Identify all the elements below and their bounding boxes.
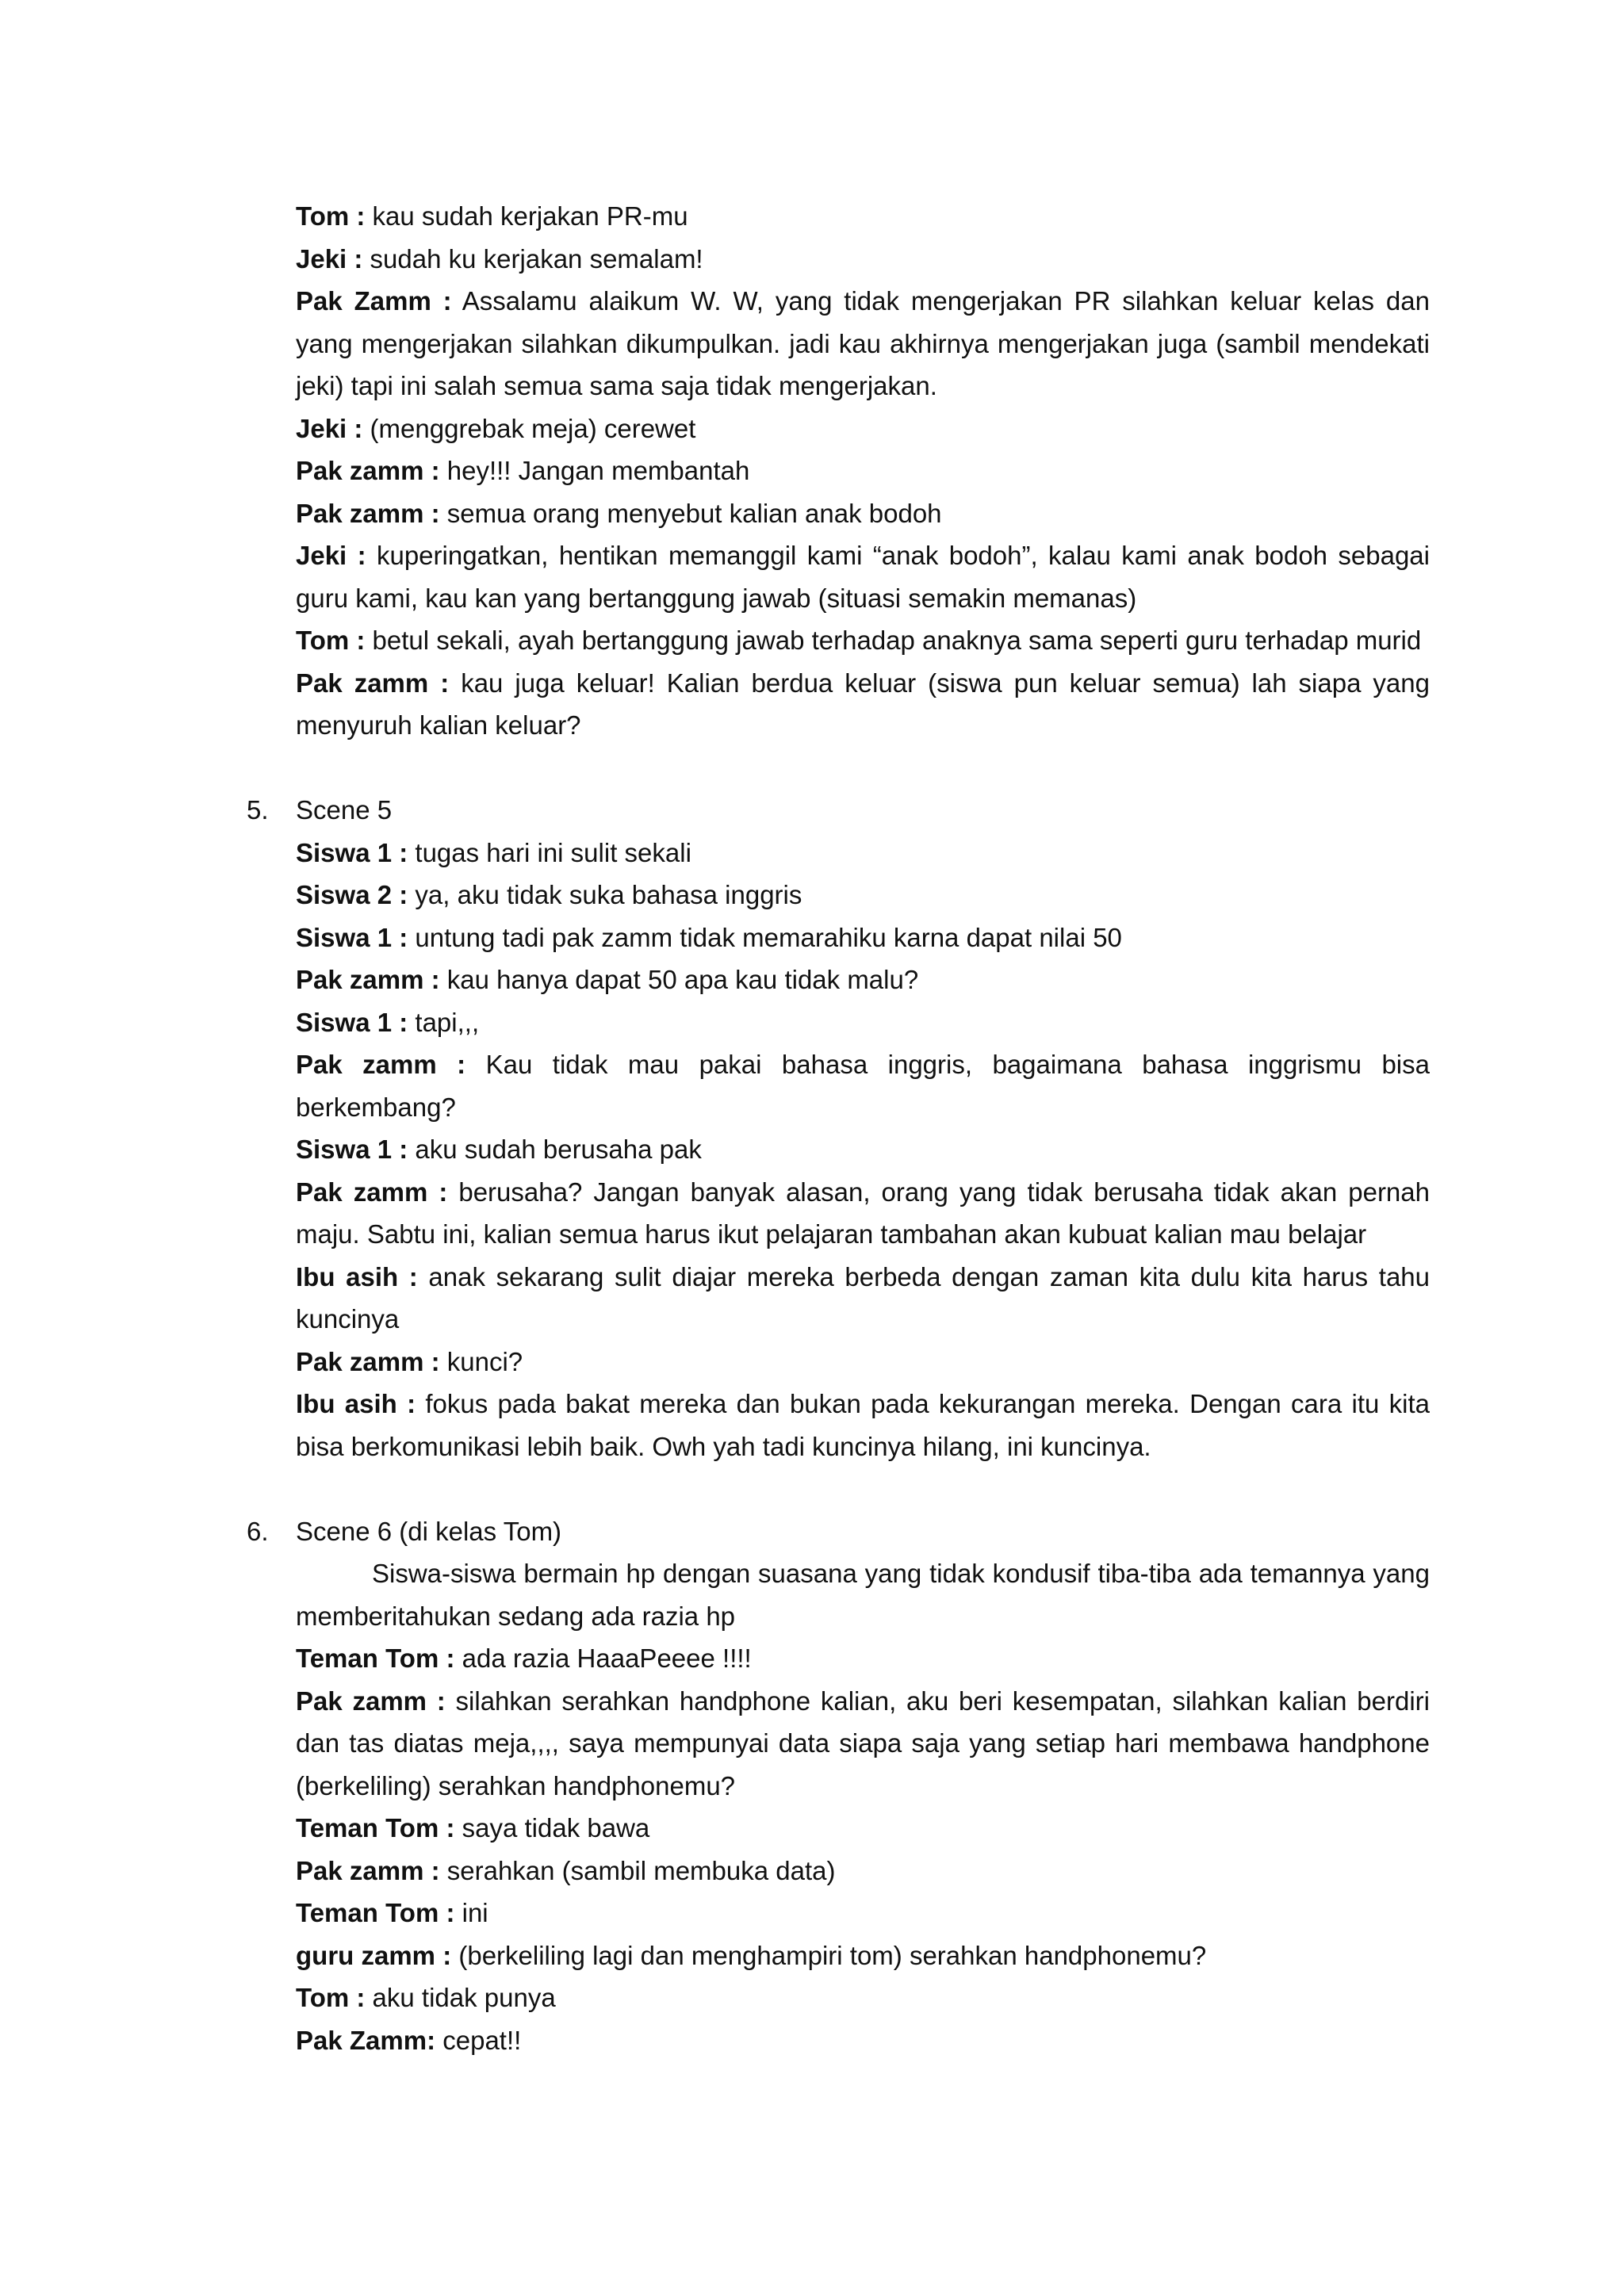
dialogue-text: kuperingatkan, hentikan memanggil kami “anak bodoh”, kalau kami anak bodoh sebagai guru kami, kau kan yang bertanggung jawab (situasi semakin memanas) [296, 541, 1430, 613]
stage-direction: Siswa-siswa bermain hp dengan suasana yang tidak kondusif tiba-tiba ada temannya yang memberitahukan sedang ada razia hp [296, 1559, 1430, 1631]
dialogue-text: Kau tidak mau pakai bahasa inggris, bagaimana bahasa inggrismu bisa berkembang? [296, 1050, 1430, 1122]
dialogue-line [296, 619, 1430, 662]
dialogue-line [296, 959, 1430, 1001]
speaker-name: Tom : [296, 1983, 366, 2012]
dialogue-text: ini [454, 1898, 488, 1927]
speaker-name: Siswa 1 : [296, 1007, 408, 1037]
dialogue-text: tapi,,, [408, 1007, 480, 1037]
speaker-name: Pak zamm : [296, 456, 440, 485]
dialogue-line [296, 280, 1430, 408]
dialogue-text: ada razia HaaaPeeee !!!! [454, 1644, 752, 1673]
speaker-name: Pak zamm : [296, 1686, 446, 1716]
speaker-name: Jeki : [296, 243, 363, 274]
dialogue-text: tugas hari ini sulit sekali [408, 837, 691, 867]
speaker-name: Pak zamm : [296, 1050, 466, 1079]
dialogue-line [296, 1128, 1430, 1171]
scene-title: Scene 6 (di kelas Tom) [296, 1516, 562, 1546]
speaker-name: Jeki : [296, 541, 366, 570]
dialogue-line [296, 832, 1430, 874]
dialogue-text: cepat!! [435, 2025, 522, 2055]
dialogue-text: kunci? [439, 1346, 523, 1376]
speaker-name: Pak zamm : [296, 1855, 440, 1885]
dialogue-text: semua orang menyebut kalian anak bodoh [439, 498, 942, 528]
scene-5 [247, 789, 1431, 1468]
dialogue-line [296, 408, 1430, 450]
script-body [247, 195, 1431, 2061]
dialogue-line [296, 1892, 1430, 1934]
speaker-name: Jeki : [296, 413, 363, 443]
dialogue-text: ya, aku tidak suka bahasa inggris [408, 880, 802, 909]
dialogue-line [296, 534, 1430, 619]
dialogue-line [296, 1807, 1430, 1850]
speaker-name: Pak zamm : [296, 1177, 448, 1207]
dialogue-line [296, 1001, 1430, 1044]
scene-title: Scene 5 [296, 795, 393, 825]
dialogue-line [296, 450, 1430, 492]
dialogue-text: serahkan (sambil membuka data) [439, 1855, 836, 1885]
dialogue-line [296, 916, 1430, 959]
speaker-name: Pak zamm : [296, 668, 450, 698]
dialogue-text: kau hanya dapat 50 apa kau tidak malu? [439, 965, 919, 994]
intro-dialogue [296, 195, 1430, 747]
speaker-name: Pak zamm : [296, 965, 440, 994]
dialogue-line [296, 1341, 1430, 1383]
speaker-name: Pak zamm : [296, 1346, 440, 1376]
dialogue-text: kau sudah kerjakan PR-mu [365, 201, 688, 231]
dialogue-text: fokus pada bakat mereka dan bukan pada kekurangan mereka. Dengan cara itu kita bisa berkomunikasi lebih baik. Owh yah tadi kuncinya hilang, ini kuncinya. [296, 1389, 1430, 1461]
speaker-name: Teman Tom : [296, 1898, 455, 1927]
dialogue-text: untung tadi pak zamm tidak memarahiku karna dapat nilai 50 [408, 922, 1122, 952]
dialogue-text: sudah ku kerjakan semalam! [362, 243, 703, 274]
dialogue-text: silahkan serahkan handphone kalian, aku beri kesempatan, silahkan kalian berdiri dan tas diatas meja,,,, saya mempunyai data siapa saja yang setiap hari membawa handphone (berkeliling) serahkan handphonemu? [296, 1686, 1430, 1800]
dialogue-text: betul sekali, ayah bertanggung jawab terhadap anaknya sama seperti guru terhadap murid [365, 626, 1422, 655]
scene-6 [247, 1510, 1430, 2062]
speaker-name: Siswa 1 : [296, 837, 408, 867]
scene-number: 5. [247, 795, 269, 825]
speaker-name: Teman Tom : [296, 1644, 455, 1673]
dialogue-line [296, 662, 1430, 747]
dialogue-text: aku tidak punya [365, 1983, 556, 2012]
speaker-name: Siswa 1 : [296, 922, 408, 952]
speaker-name: Ibu asih : [296, 1389, 416, 1418]
speaker-name: Siswa 1 : [296, 1135, 408, 1164]
dialogue-text: berusaha? Jangan banyak alasan, orang yang tidak berusaha tidak akan pernah maju. Sabtu ini, kalian semua harus ikut pelajaran tambahan akan kubuat kalian mau belajar [296, 1177, 1430, 1249]
speaker-name: Pak Zamm : [296, 286, 452, 316]
speaker-name: Tom : [296, 626, 366, 655]
dialogue-line [296, 492, 1430, 535]
dialogue-line [296, 1934, 1430, 1977]
dialogue-line [296, 1680, 1430, 1808]
dialogue-text: hey!!! Jangan membantah [439, 456, 750, 485]
dialogue-text: (menggrebak meja) cerewet [362, 413, 696, 443]
dialogue-text: (berkeliling lagi dan menghampiri tom) serahkan handphonemu? [451, 1940, 1207, 1970]
dialogue-text: anak sekarang sulit diajar mereka berbeda dengan zaman kita dulu kita harus tahu kuncinya [296, 1261, 1431, 1334]
dialogue-line [296, 1850, 1430, 1892]
dialogue-line [296, 2019, 1430, 2062]
dialogue-line [296, 1637, 1430, 1680]
dialogue-line [296, 1976, 1430, 2019]
speaker-name: Tom : [296, 201, 366, 231]
dialogue-text: aku sudah berusaha pak [408, 1135, 702, 1164]
dialogue-line [296, 238, 1430, 281]
speaker-name: Siswa 2 : [296, 880, 408, 909]
scene-number: 6. [247, 1516, 269, 1546]
speaker-name: Ibu asih : [296, 1261, 418, 1292]
dialogue-text: saya tidak bawa [454, 1813, 650, 1843]
speaker-name: Pak Zamm: [296, 2025, 436, 2055]
speaker-name: guru zamm : [296, 1940, 452, 1970]
dialogue-line [296, 874, 1430, 916]
dialogue-text: Assalamu alaikum W. W, yang tidak mengerjakan PR silahkan keluar kelas dan yang mengerjakan silahkan dikumpulkan. jadi kau akhirnya mengerjakan juga (sambil mendekati jeki) tapi ini salah semua sama saja tidak mengerjakan. [296, 286, 1430, 400]
dialogue-line [296, 195, 1430, 238]
dialogue-text: kau juga keluar! Kalian berdua keluar (siswa pun keluar semua) lah siapa yang menyuruh kalian keluar? [296, 668, 1430, 740]
dialogue-line [296, 1383, 1430, 1468]
dialogue-line [296, 1171, 1430, 1256]
dialogue-line [296, 1256, 1430, 1341]
speaker-name: Teman Tom : [296, 1813, 455, 1843]
dialogue-line [296, 1043, 1430, 1128]
speaker-name: Pak zamm : [296, 498, 440, 528]
